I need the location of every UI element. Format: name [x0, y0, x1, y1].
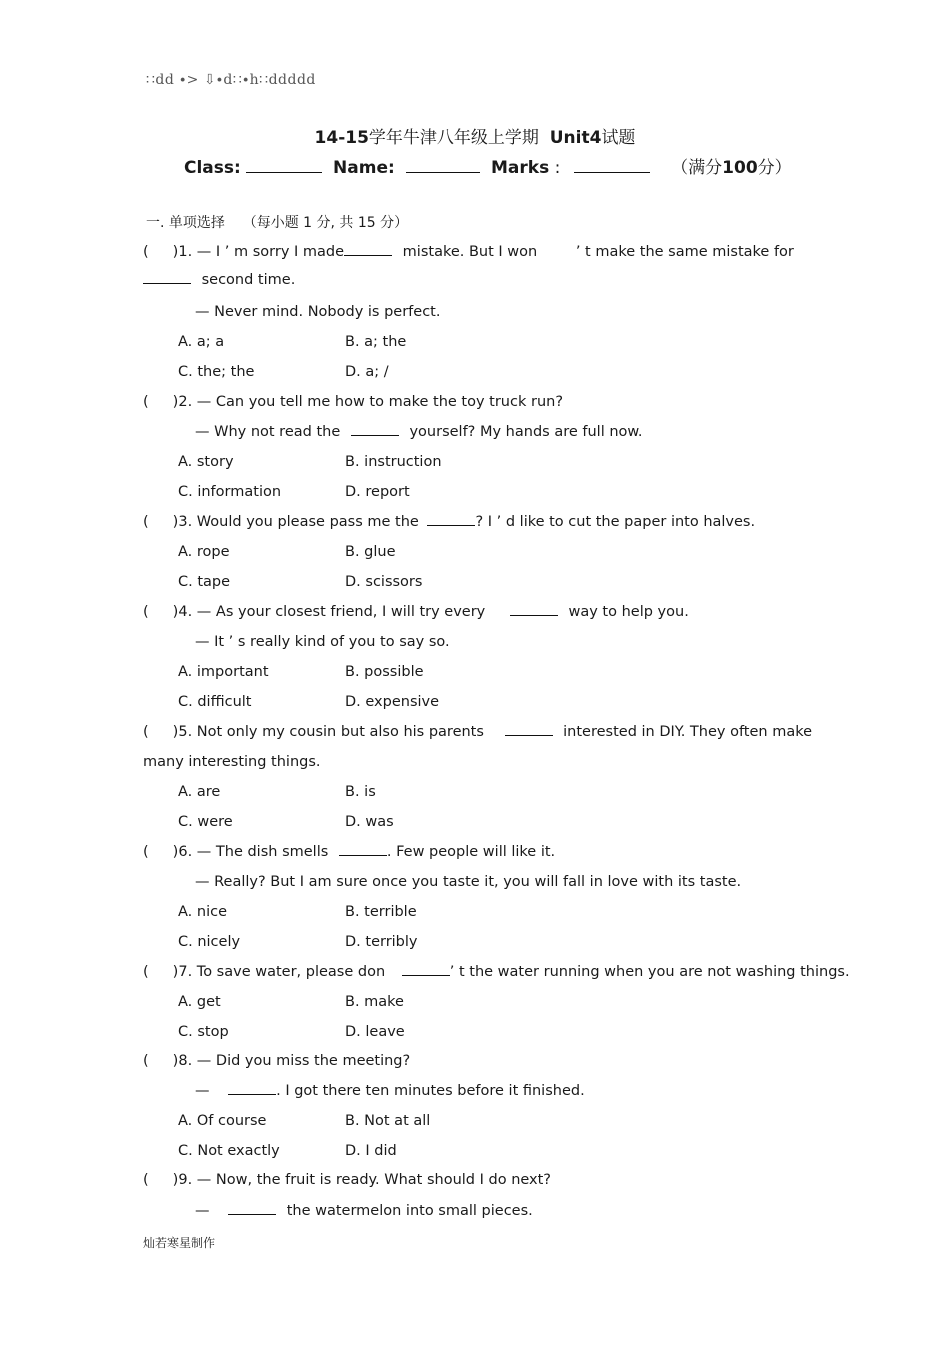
answer-paren-close: )	[172, 844, 179, 860]
question-5	[143, 724, 812, 740]
question-2-line-2	[195, 424, 643, 440]
marks-colon: :	[554, 158, 561, 178]
question-text: ? I ’ d like to cut the paper into halves.	[475, 514, 756, 530]
question-text: yourself? My hands are full now.	[409, 424, 643, 440]
option-a[interactable]: A. rope	[178, 544, 230, 560]
question-number: 7.	[178, 964, 193, 980]
option-d[interactable]: D. I did	[345, 1143, 397, 1159]
question-text: interested in DIY. They often make	[563, 724, 813, 740]
question-1	[143, 244, 794, 260]
option-c[interactable]: C. stop	[178, 1024, 229, 1040]
question-text: ’ t make the same mistake for	[575, 244, 794, 260]
option-a[interactable]: A. get	[178, 994, 221, 1010]
marks-blank[interactable]	[574, 172, 650, 173]
full-score	[671, 158, 792, 178]
question-8	[143, 1053, 410, 1069]
answer-paren-open: (	[143, 394, 149, 410]
answer-paren-close: )	[172, 394, 179, 410]
question-7	[143, 964, 850, 980]
option-c[interactable]: C. the; the	[178, 364, 255, 380]
answer-paren-close: )	[172, 604, 179, 620]
option-a[interactable]: A. important	[178, 664, 269, 680]
question-text: — Did you miss the meeting?	[196, 1053, 411, 1069]
option-d[interactable]: D. terribly	[345, 934, 418, 950]
answer-paren-open: (	[143, 244, 149, 260]
question-2	[143, 394, 563, 410]
title-middle: 学年牛津八年级上学期	[368, 128, 539, 148]
answer-blank[interactable]	[228, 1094, 276, 1095]
section-title: 一. 单项选择	[146, 215, 225, 231]
answer-paren-open: (	[143, 964, 149, 980]
question-number: 2.	[178, 394, 193, 410]
option-b[interactable]: B. terrible	[345, 904, 417, 920]
answer-blank[interactable]	[505, 735, 553, 736]
option-a[interactable]: A. are	[178, 784, 221, 800]
question-text: To save water, please don	[196, 964, 386, 980]
answer-paren-open: (	[143, 724, 149, 740]
option-c[interactable]: C. were	[178, 814, 233, 830]
question-text: . I got there ten minutes before it finished.	[276, 1083, 585, 1099]
question-number: 9.	[178, 1172, 193, 1188]
header-mark: ∷dd ∙> ⇩∙d∷∙h∷ddddd	[146, 72, 316, 88]
title-unit: Unit4	[549, 128, 602, 148]
class-label: Class:	[184, 158, 241, 178]
option-c[interactable]: C. information	[178, 484, 282, 500]
answer-paren-close: )	[172, 514, 179, 530]
question-number: 5.	[178, 724, 193, 740]
student-info-row	[184, 153, 792, 178]
section-heading	[146, 212, 408, 232]
question-text: — I ’ m sorry I made	[196, 244, 345, 260]
answer-paren-open: (	[143, 844, 149, 860]
full-score-open: （满分	[671, 158, 723, 178]
option-a[interactable]: A. nice	[178, 904, 227, 920]
option-a[interactable]: A. story	[178, 454, 234, 470]
option-d[interactable]: D. expensive	[345, 694, 440, 710]
option-a[interactable]: A. a; a	[178, 334, 225, 350]
marks-label: Marks	[491, 158, 550, 178]
question-number: 4.	[178, 604, 193, 620]
option-b[interactable]: B. a; the	[345, 334, 407, 350]
question-text: — The dish smells	[196, 844, 329, 860]
answer-blank[interactable]	[143, 283, 191, 284]
question-text: the watermelon into small pieces.	[286, 1203, 533, 1219]
question-6-reply: — Really? But I am sure once you taste it, you will fall in love with its taste.	[195, 874, 742, 890]
question-5-line-2: many interesting things.	[143, 754, 321, 770]
answer-paren-close: )	[172, 1053, 179, 1069]
option-b[interactable]: B. Not at all	[345, 1113, 431, 1129]
class-blank[interactable]	[246, 172, 322, 173]
option-d[interactable]: D. leave	[345, 1024, 405, 1040]
question-number: 1.	[178, 244, 193, 260]
option-b[interactable]: B. is	[345, 784, 376, 800]
question-number: 3.	[178, 514, 193, 530]
question-text: — As your closest friend, I will try every	[196, 604, 486, 620]
answer-paren-open: (	[143, 604, 149, 620]
option-b[interactable]: B. instruction	[345, 454, 442, 470]
answer-paren-open: (	[143, 1172, 149, 1188]
answer-paren-close: )	[172, 1172, 179, 1188]
question-3	[143, 514, 755, 530]
question-text: ’ t the water running when you are not washing things.	[449, 964, 850, 980]
question-text: — Now, the fruit is ready. What should I do next?	[196, 1172, 552, 1188]
question-9-reply	[195, 1203, 533, 1219]
answer-blank[interactable]	[402, 975, 450, 976]
option-c[interactable]: C. Not exactly	[178, 1143, 280, 1159]
option-d[interactable]: D. a; /	[345, 364, 389, 380]
answer-blank[interactable]	[510, 615, 558, 616]
question-4-reply: — It ’ s really kind of you to say so.	[195, 634, 450, 650]
question-1-reply: — Never mind. Nobody is perfect.	[195, 304, 441, 320]
option-c[interactable]: C. nicely	[178, 934, 241, 950]
page-title	[0, 123, 950, 148]
option-d[interactable]: D. scissors	[345, 574, 423, 590]
name-blank[interactable]	[406, 172, 480, 173]
question-text: mistake. But I won	[402, 244, 538, 260]
question-9	[143, 1172, 551, 1188]
question-1-line-2	[143, 272, 295, 288]
option-b[interactable]: B. make	[345, 994, 404, 1010]
answer-paren-open: (	[143, 514, 149, 530]
footer-credit: 灿若寒星制作	[143, 1236, 216, 1250]
question-number: 8.	[178, 1053, 193, 1069]
title-year: 14-15	[314, 128, 369, 148]
title-suffix: 试题	[601, 128, 636, 148]
question-text: — Can you tell me how to make the toy truck run?	[196, 394, 564, 410]
answer-paren-close: )	[172, 724, 179, 740]
question-text: — Why not read the	[195, 424, 341, 440]
answer-blank[interactable]	[228, 1214, 276, 1215]
answer-blank[interactable]	[427, 525, 475, 526]
option-b[interactable]: B. possible	[345, 664, 424, 680]
answer-blank[interactable]	[344, 255, 392, 256]
question-text: second time.	[201, 272, 296, 288]
question-text: way to help you.	[568, 604, 689, 620]
option-c[interactable]: C. difficult	[178, 694, 252, 710]
name-label: Name:	[333, 158, 395, 178]
question-text: —	[195, 1203, 210, 1219]
answer-blank[interactable]	[339, 855, 387, 856]
option-d[interactable]: D. was	[345, 814, 394, 830]
option-b[interactable]: B. glue	[345, 544, 396, 560]
question-text: Would you please pass me the	[196, 514, 419, 530]
question-text: —	[195, 1083, 210, 1099]
full-score-close: 分）	[757, 158, 792, 178]
option-a[interactable]: A. Of course	[178, 1113, 267, 1129]
question-number: 6.	[178, 844, 193, 860]
answer-paren-close: )	[172, 244, 179, 260]
section-note: （每小题 1 分, 共 15 分）	[242, 215, 409, 231]
question-4	[143, 604, 689, 620]
question-8-reply	[195, 1083, 585, 1099]
answer-paren-open: (	[143, 1053, 149, 1069]
answer-blank[interactable]	[351, 435, 399, 436]
option-c[interactable]: C. tape	[178, 574, 231, 590]
option-d[interactable]: D. report	[345, 484, 410, 500]
question-text: . Few people will like it.	[386, 844, 556, 860]
full-score-value: 100	[722, 158, 758, 178]
question-6	[143, 844, 555, 860]
answer-paren-close: )	[172, 964, 179, 980]
question-text: Not only my cousin but also his parents	[196, 724, 484, 740]
